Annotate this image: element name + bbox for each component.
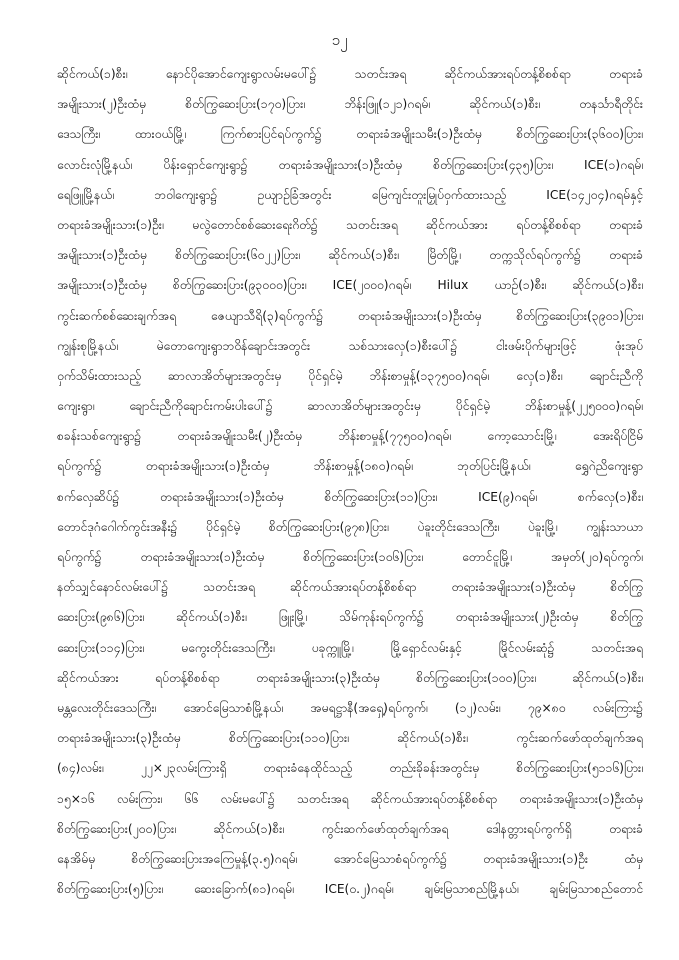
text-line: စိတ်ကြွဆေးပြား(၅)ပြား၊ ဆေးခြောက်(၈၁)ဂရမ်၊ ICE(၀.၂)ဂရမ်၊ ချမ်းမြသာစည်မြို့နယ်၊ ချမ်းမြသာစည်တောင် <box>57 882 643 897</box>
text-line: တရားခံအမျိုးသား(၁)ဦး၊ မလွဲတောင်စစ်ဆေးရေးဂိတ်၌ သတင်းအရ ဆိုင်ကယ်အား ရပ်တန့်စိစစ်ရာ တရားခံ <box>57 217 643 232</box>
text-line: ရပ်ကွက်၌ တရားခံအမျိုးသား(၁)ဦးထံမှ စိတ်ကြွဆေးပြား(၁၀၆)ပြား၊ တောင်ငူမြို့၊ အမှတ်(၂၀)ရပ်ကွက်၊ <box>57 550 643 564</box>
body-text <box>57 59 643 904</box>
text-line: နေအိမ်မှ စိတ်ကြွဆေးပြားအကြေမှုန့်(၃.၅)ဂရမ်၊ အောင်မြေသာစံရပ်ကွက်၌ တရားခံအမျိုးသား(၁)ဦး ထံမှ <box>57 851 643 866</box>
text-line: ဝှက်သိမ်းထားသည့် ဆာလာအိတ်များအတွင်းမှ ပိုင်ရှင်မဲ့ ဘိန်းစာမှုန့်(၁၃၇၅၀၀)ဂရမ်၊ လှေ(၁)စီး၊ ချောင်းညီကို <box>57 368 643 383</box>
text-line: မန္တလေးတိုင်းဒေသကြီး၊ အောင်မြေသာစံမြို့နယ်၊ အမရဋ္ဌာနီ(အရှေ့)ရပ်ကွက်၊ (၁၂)လမ်း၊ ၇၉×၈၀ လမ်းကြား၌ <box>57 700 643 715</box>
text-line: ကွင်းဆက်စစ်ဆေးချက်အရ ဇေယျာသီရိ(၃)ရပ်ကွက်၌ တရားခံအမျိုးသား(၁)ဦးထံမှ စိတ်ကြွဆေးပြား(၃၉၀၁)ပြား၊ <box>57 308 643 323</box>
text-line: ရပ်ကွက်၌ တရားခံအမျိုးသား(၁)ဦးထံမှ ဘိန်းစာမှုန့်(၁၈၀)ဂရမ်၊ ဘုတ်ပြင်းမြို့နယ်၊ ရွှေဂဲညိကျေးရွာ <box>57 459 643 474</box>
text-line: စက်လှေဆိပ်၌ တရားခံအမျိုးသား(၁)ဦးထံမှ စိတ်ကြွဆေးပြား(၁၁)ပြား၊ ICE(၉)ဂရမ်၊ စက်လှေ(၁)စီး၊ <box>57 489 643 504</box>
text-line: စိတ်ကြွဆေးပြား(၂၀၀)ပြား၊ ဆိုင်ကယ်(၁)စီး၊ ကွင်းဆက်ဖော်ထုတ်ချက်အရ ဒေါနတ္တားရပ်ကွက်ရှိ တရားခံ <box>57 821 643 836</box>
text-line: အမျိုးသား(၁)ဦးထံမှ စိတ်ကြွဆေးပြား(၉၃၀၀၀)ပြား၊ ICE(၂၀၀၀)ဂရမ်၊ Hilux ယာဉ်(၁)စီး၊ ဆိုင်ကယ်(၁)စီး၊ <box>57 278 643 293</box>
text-line: လောင်းလုံမြို့နယ်၊ ပိန်းရှောင်ကျေးရွာ၌ တရားခံအမျိုးသား(၁)ဦးထံမှ စိတ်ကြွဆေးပြား(၄၃၅)ပြား၊ ICE(၁)ဂရမ်၊ <box>57 157 643 172</box>
text-line: တောင်ဒုဂံဂေါက်ကွင်းအနီး၌ ပိုင်ရှင်မဲ့ စိတ်ကြွဆေးပြား(၉၇၈)ပြား၊ ပဲခူးတိုင်းဒေသကြီး၊ ပဲခူးမြို့၊ ကျွန်းသာယာ <box>57 519 643 534</box>
text-line: တရားခံအမျိုးသား(၃)ဦးထံမှ စိတ်ကြွဆေးပြား(၁၁၀)ပြား၊ ဆိုင်ကယ်(၁)စီး၊ ကွင်းဆက်ဖော်ထုတ်ချက်အရ <box>57 731 643 746</box>
text-line: ဆေးပြား(၉၈၆)ပြား၊ ဆိုင်ကယ်(၁)စီး၊ ဖြူးမြို့၊ သိမ်ကုန်းရပ်ကွက်၌ တရားခံအမျိုးသား(၂)ဦးထံမှ စိတ်ကြွ <box>57 610 643 625</box>
text-line: ဆိုင်ကယ်အား ရပ်တန့်စိစစ်ရာ တရားခံအမျိုးသား(၃)ဦးထံမှ စိတ်ကြွဆေးပြား(၁၀၀)ပြား၊ ဆိုင်ကယ်(၁)စီး၊ <box>57 670 643 685</box>
text-line: ရေဖြူမြို့နယ်၊ ဘဝါကျေးရွာ၌ ဥယျာဉ်ခြံအတွင်း မြေကျင်းတူးမြှုပ်ဝှက်ထားသည့် ICE(၁၄၂၀၄)ဂရမ်နှင့် <box>57 187 643 202</box>
page-number: ၁၂ <box>331 31 348 49</box>
text-line: အမျိုးသား(၁)ဦးထံမှ စိတ်ကြွဆေးပြား(၆၀၂၂)ပြား၊ ဆိုင်ကယ်(၁)စီး၊ မြိတ်မြို့၊ တက္ကသိုလ်ရပ်ကွက်၌ တရားခံ <box>57 248 643 263</box>
text-line: ၁၅×၁၆ လမ်းကြား၊ ၆၆ လမ်းမပေါ်၌ သတင်းအရ ဆိုင်ကယ်အားရပ်တန့်စိစစ်ရာ တရားခံအမျိုးသား(၁)ဦးထံမှ <box>57 791 643 806</box>
text-line: ဆေးပြား(၁၁၄)ပြား၊ မကွေးတိုင်းဒေသကြီး၊ ပခုက္ကူမြို့၊ မြို့ရှောင်လမ်းနှင့် မြိုင်လမ်းဆုံ၌ သတင်းအရ <box>57 640 643 655</box>
text-line: ကျေးရွာ၊ ချောင်းညီကိုချောင်းကမ်းပါးပေါ်၌ ဆာလာအိတ်များအတွင်းမှ ပိုင်ရှင်မဲ့ ဘိန်းစာမှုန့်(၂၂၅၀၀၀)ဂရမ်၊ <box>57 399 643 414</box>
text-line: ဒေသကြီး၊ ထားဝယ်မြို့၊ ကြက်စားပြင်ရပ်ကွက်၌ တရားခံအမျိုးသမီး(၁)ဦးထံမှ စိတ်ကြွဆေးပြား(၃၆၀၀)ပြား၊ <box>57 127 643 142</box>
text-line: အမျိုးသား(၂)ဦးထံမှ စိတ်ကြွဆေးပြား(၁၇၀)ပြား၊ ဘိန်းဖြူ(၁၂၁)ဂရမ်၊ ဆိုင်ကယ်(၁)စီး၊ တနင်္သာရီတိုင်း <box>57 97 643 112</box>
text-line: စခန်းသစ်ကျေးရွာ၌ တရားခံအမျိုးသမီး(၂)ဦးထံမှ ဘိန်းစာမှုန့်(၇၇၅၀၀)ဂရမ်၊ ကော့သောင်းမြို့၊ အေးရိပ်ငြိမ် <box>57 429 643 444</box>
text-line: ကျွန်းစုမြို့နယ်၊ မဲတောကျေးရွာဘဝိန်ချောင်းအတွင်း သစ်သားလှေ(၁)စီးပေါ်၌ ငါးဖမ်းပိုက်များဖြင့် ဖုံးအုပ် <box>57 338 643 353</box>
text-line: (၈၄)လမ်း၊ ၂၂×၂၃လမ်းကြားရှိ တရားခံနေထိုင်သည့် တည်းခိုခန်းအတွင်းမှ စိတ်ကြွဆေးပြား(၅၁၁၆)ပြား၊ <box>57 761 643 776</box>
text-line: နတ်သျှင်နောင်လမ်းပေါ်၌ သတင်းအရ ဆိုင်ကယ်အားရပ်တန့်စိစစ်ရာ တရားခံအမျိုးသား(၁)ဦးထံမှ စိတ်ကြွ <box>57 580 643 595</box>
text-line: ဆိုင်ကယ်(၁)စီး၊ နောင်ပိုအောင်ကျေးရွာလမ်းမပေါ်၌ သတင်းအရ ဆိုင်ကယ်အားရပ်တန့်စိစစ်ရာ တရားခံ <box>57 67 643 81</box>
